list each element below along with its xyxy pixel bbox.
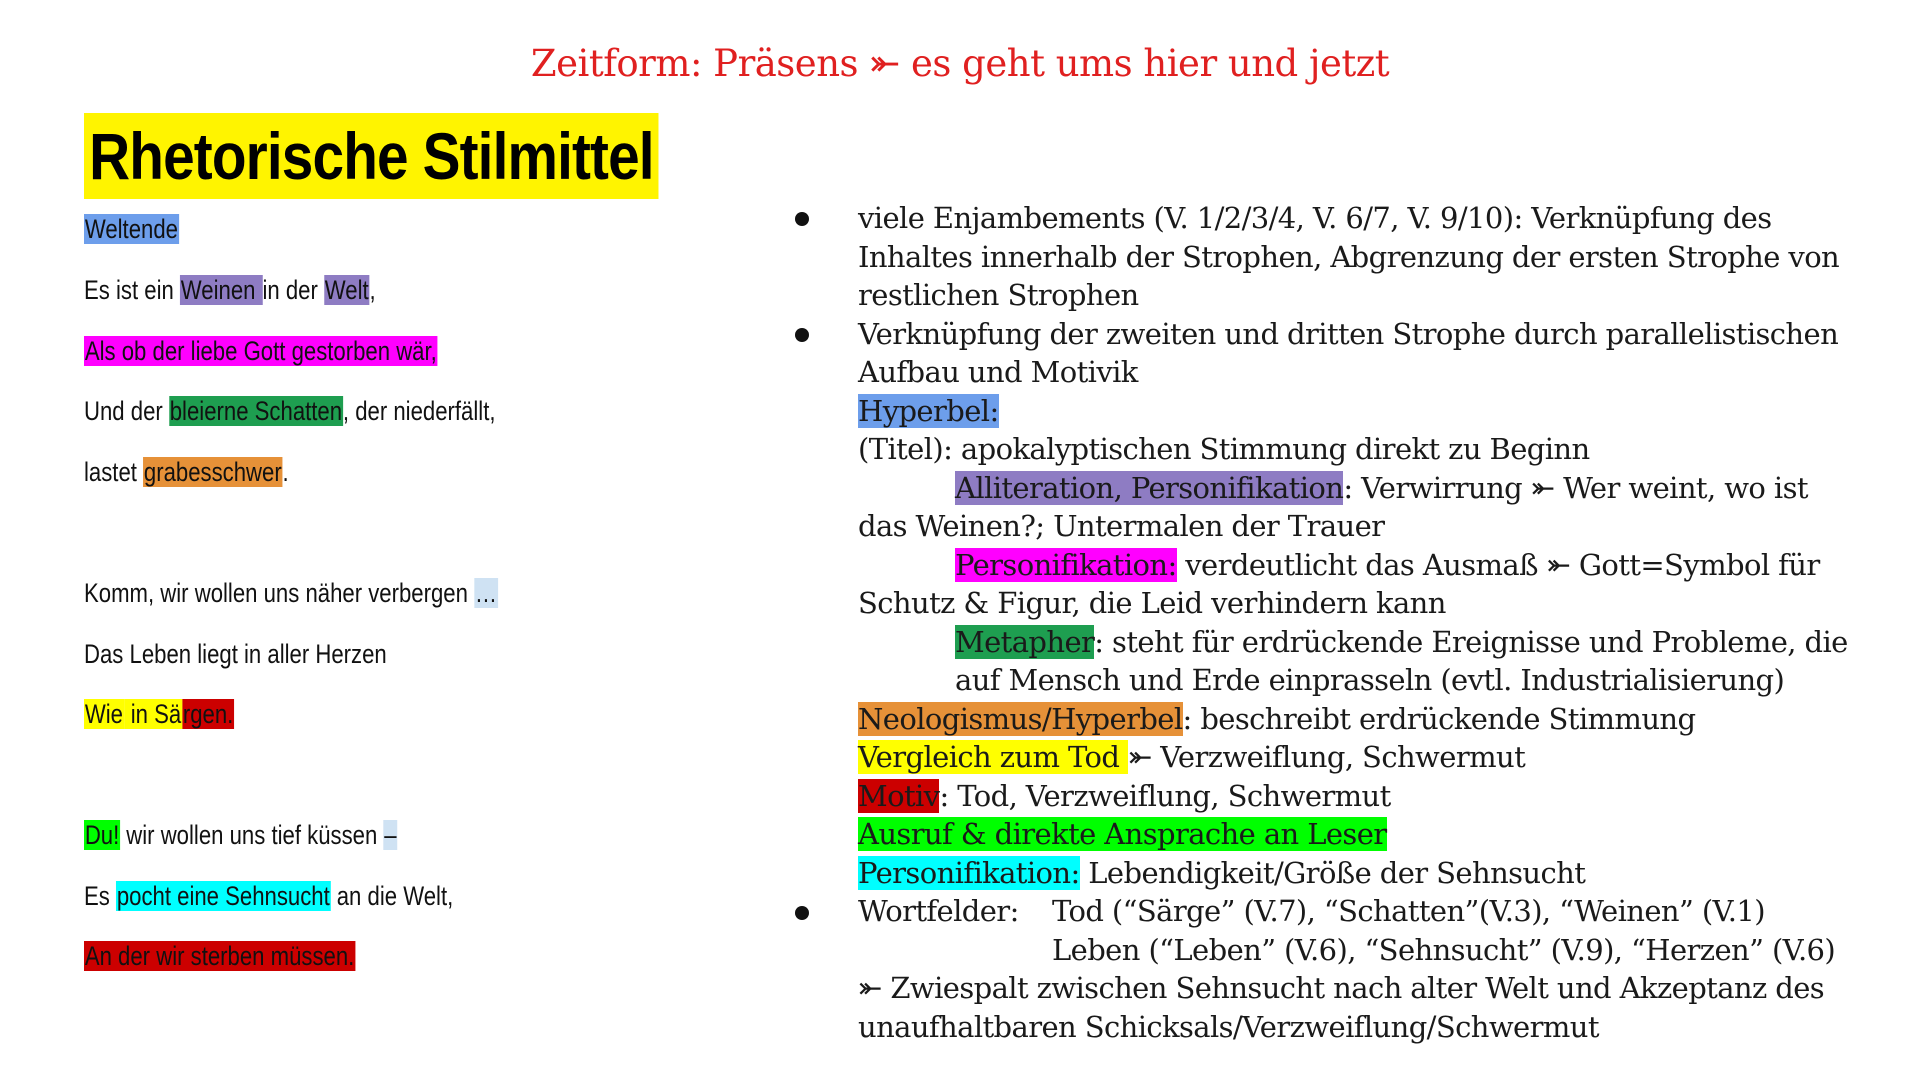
bullet-icon <box>795 212 809 226</box>
highlight-schatten: bleierne Schatten <box>169 396 343 426</box>
page-title: Rhetorische Stilmittel <box>84 113 659 199</box>
text: wir wollen uns tief küssen <box>120 820 384 850</box>
highlight-welt: Welt <box>324 275 369 305</box>
text: : Tod, Verzweiflung, Schwermut <box>939 779 1391 813</box>
highlight-ellipsis: … <box>474 578 498 608</box>
analysis-line: Tod (“Särge” (V.7), “Schatten”(V.3), “Weinen” (V.1) <box>1052 894 1765 928</box>
poem-line-2 <box>84 334 438 368</box>
analysis-line: Leben (“Leben” (V.6), “Sehnsucht” (V.9), “Herzen” (V.6) <box>1052 933 1836 967</box>
highlight-sehnsucht: pocht eine Sehnsucht <box>116 881 330 911</box>
text: in der <box>262 275 324 305</box>
highlight-grabesschwer: grabesschwer <box>143 457 282 487</box>
analysis-line: Verknüpfung der zweiten und dritten Strophe durch parallelistischen <box>858 317 1839 351</box>
analysis-line <box>955 623 1848 662</box>
label-vergleich: Vergleich zum Tod <box>858 740 1128 774</box>
text: , <box>369 275 376 305</box>
poem-line-4 <box>84 455 289 489</box>
analysis-line <box>955 469 1808 508</box>
poem-line-6 <box>84 637 387 671</box>
highlight-weinen: Weinen <box>180 275 262 305</box>
text: Und der <box>84 396 169 426</box>
analysis-line: restlichen Strophen <box>858 278 1139 312</box>
label-personifikation: Personifikation: <box>955 548 1177 582</box>
analysis-line: Inhaltes innerhalb der Strophen, Abgrenzung der ersten Strophe von <box>858 240 1840 274</box>
highlight-line-10: An der wir sterben müssen. <box>84 941 355 971</box>
text: . <box>282 457 289 487</box>
poem-title <box>84 212 179 246</box>
analysis-line <box>955 546 1820 585</box>
text: : Verwirrung ⤜ Wer weint, wo ist <box>1343 471 1808 505</box>
analysis-line: das Weinen?; Untermalen der Trauer <box>858 509 1385 543</box>
analysis-line <box>858 700 1695 739</box>
text: Es <box>84 881 116 911</box>
text: ⤜ Verzweiflung, Schwermut <box>1127 740 1526 774</box>
analysis-line <box>858 738 1525 777</box>
text: an die Welt, <box>330 881 454 911</box>
subtitle: Zeitform: Präsens ⤜ es geht ums hier und jetzt <box>530 42 1390 85</box>
highlight-in-saergen: in Sä <box>124 699 182 729</box>
text: Es ist ein <box>84 275 180 305</box>
text: Komm, wir wollen uns näher verbergen <box>84 578 475 608</box>
bullet-icon <box>795 328 809 342</box>
text: : steht für erdrückende Ereignisse und Probleme, die <box>1094 625 1848 659</box>
analysis-line: Schutz & Figur, die Leid verhindern kann <box>858 586 1446 620</box>
highlight-du: Du! <box>84 820 120 850</box>
label-motiv: Motiv <box>858 779 940 813</box>
poem-line-7 <box>84 697 234 731</box>
highlight-saergen-end: rgen. <box>182 699 234 729</box>
analysis-line <box>858 815 1387 854</box>
label-ausruf: Ausruf & direkte Ansprache an Leser <box>858 817 1387 851</box>
poem-line-8 <box>84 818 397 852</box>
label-hyperbel: Hyperbel: <box>858 394 999 428</box>
analysis-line: Aufbau und Motivik <box>858 355 1138 389</box>
wortfelder-label: Wortfelder: <box>858 894 1019 928</box>
poem-line-5 <box>84 576 498 610</box>
highlight-line-2: Als ob der liebe Gott gestorben wär, <box>84 336 437 366</box>
analysis-line <box>858 854 1585 893</box>
poem-line-1 <box>84 273 376 307</box>
text: Das Leben liegt in aller Herzen <box>84 639 387 669</box>
poem-line-3 <box>84 394 495 428</box>
label-neologismus: Neologismus/Hyperbel <box>858 702 1183 736</box>
label-personifikation-2: Personifikation: <box>858 856 1080 890</box>
text: lastet <box>84 457 144 487</box>
bullet-icon <box>795 906 809 920</box>
text: verdeutlicht das Ausmaß ⤜ Gott=Symbol für <box>1176 548 1820 582</box>
text: : beschreibt erdrückende Stimmung <box>1182 702 1696 736</box>
highlight-wie: Wie <box>84 699 123 729</box>
poem-line-9 <box>84 879 453 913</box>
poem-title-text: Weltende <box>84 214 178 244</box>
label-alliteration: Alliteration, Personifikation <box>955 471 1344 505</box>
analysis-line: auf Mensch und Erde einprasseln (evtl. Industrialisierung) <box>955 663 1785 697</box>
analysis-line: (Titel): apokalyptischen Stimmung direkt zu Beginn <box>858 432 1590 466</box>
analysis-line: viele Enjambements (V. 1/2/3/4, V. 6/7, V. 9/10): Verknüpfung des <box>858 201 1772 235</box>
text: Lebendigkeit/Größe der Sehnsucht <box>1079 856 1586 890</box>
analysis-line: unaufhaltbaren Schicksals/Verzweiflung/Schwermut <box>858 1010 1599 1044</box>
analysis-line: ⤜ Zwiespalt zwischen Sehnsucht nach alter Welt und Akzeptanz des <box>858 971 1825 1005</box>
analysis-line <box>858 392 999 431</box>
highlight-dash: – <box>384 820 397 850</box>
analysis-line <box>858 777 1391 816</box>
text: , der niederfällt, <box>342 396 496 426</box>
poem-line-10 <box>84 939 355 973</box>
label-metapher: Metapher <box>955 625 1095 659</box>
